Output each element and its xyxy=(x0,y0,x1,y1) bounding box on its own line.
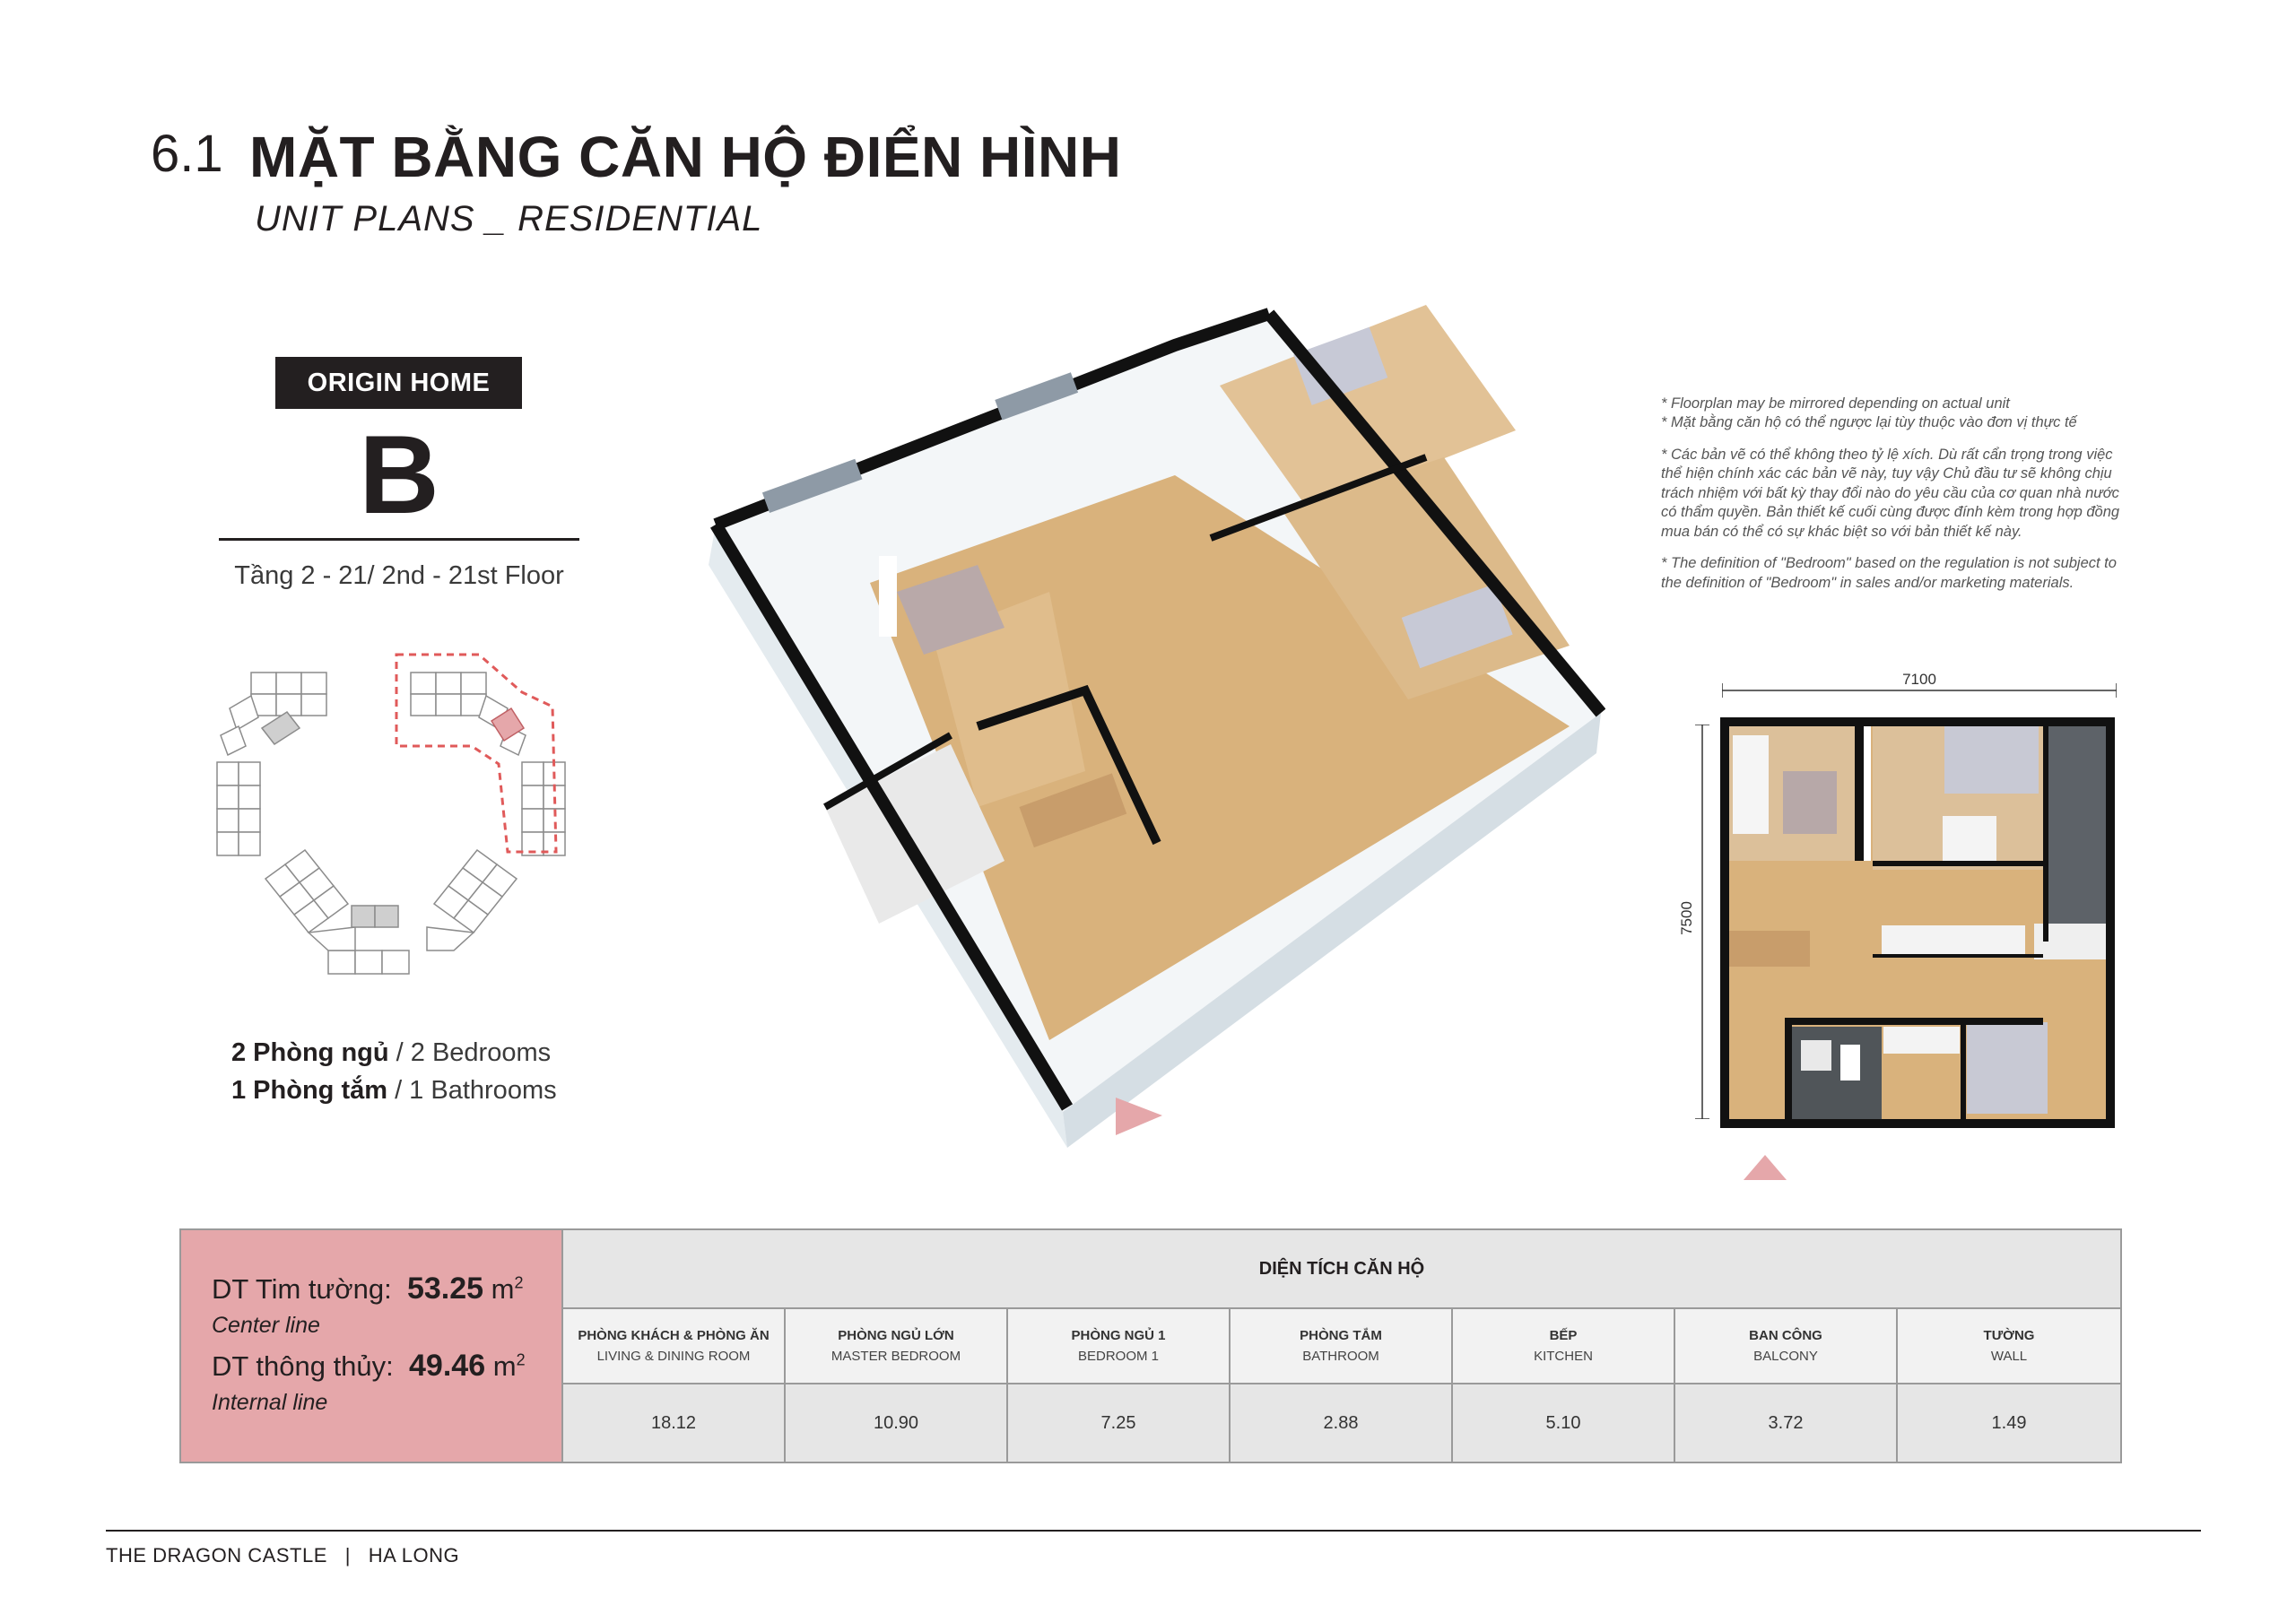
area-column-header xyxy=(1008,1309,1229,1384)
plan-width-dimension xyxy=(1722,671,2117,707)
area-column-header xyxy=(786,1309,1006,1384)
internal-line-label: DT thông thủy: xyxy=(212,1350,394,1382)
center-line-area xyxy=(212,1271,524,1306)
center-line-value: 53.25 xyxy=(406,1271,484,1306)
column-value: 1.49 xyxy=(1898,1384,2120,1462)
column-label-vi: PHÒNG NGỦ 1 xyxy=(1071,1328,1166,1343)
note-scale: * Các bản vẽ có thể không theo tỷ lệ xích. Dù rất cẩn trọng trong việc thể hiện chính xác các bản vẽ này, tuy vậy Chủ đầu tư sẽ không chịu trách nhiệm với bất kỳ thay đổi nào do yêu cầu của cơ quan nhà nước có thẩm quyền. Bản thiết kế cuối cùng được đính kèm trong hợp đồng mua bán có thể có sự khác biệt so với bản thiết kế này. xyxy=(1661,446,2120,540)
footer-location: HA LONG xyxy=(368,1544,460,1567)
area-column-header xyxy=(1898,1309,2120,1384)
bedrooms-vi: 2 Phòng ngủ xyxy=(231,1038,389,1067)
column-label-en: BALCONY xyxy=(1753,1349,1818,1364)
column-value: 2.88 xyxy=(1231,1384,1451,1462)
internal-line-value: 49.46 xyxy=(409,1349,486,1383)
internal-line-sub: Internal line xyxy=(212,1390,328,1415)
center-line-unit-sup: 2 xyxy=(514,1273,524,1292)
unit-letter: B xyxy=(359,413,439,537)
area-column xyxy=(1231,1309,1453,1462)
footer-divider xyxy=(106,1530,2201,1532)
center-line-sub: Center line xyxy=(212,1313,320,1338)
entrance-arrow-icon-plan xyxy=(1740,1151,1790,1184)
area-column xyxy=(563,1309,786,1462)
area-column-header xyxy=(1453,1309,1674,1384)
area-column-header xyxy=(563,1309,784,1384)
column-value: 5.10 xyxy=(1453,1384,1674,1462)
disclaimer-notes xyxy=(1661,395,2136,605)
bathrooms-vi: 1 Phòng tắm xyxy=(231,1076,388,1105)
bathrooms-line xyxy=(231,1076,557,1106)
note-mirrored: * Floorplan may be mirrored depending on actual unit * Mặt bằng căn hộ có thể ngược lại tùy thuộc vào đơn vị thực tế xyxy=(1661,395,2077,431)
footer-project: THE DRAGON CASTLE xyxy=(106,1544,327,1567)
column-label-en: MASTER BEDROOM xyxy=(831,1349,961,1364)
column-label-en: LIVING & DINING ROOM xyxy=(596,1349,751,1364)
area-column xyxy=(1898,1309,2120,1462)
column-label-vi: BAN CÔNG xyxy=(1749,1328,1822,1343)
note-bedroom-definition: * The definition of "Bedroom" based on the regulation is not subject to the definition of "Bedroom" in sales and/or marketing materials. xyxy=(1661,555,2117,591)
center-line-label: DT Tim tường: xyxy=(212,1273,392,1305)
column-value: 3.72 xyxy=(1675,1384,1896,1462)
width-dim-text: 7100 xyxy=(1902,671,1936,688)
floor-range: Tầng 2 - 21/ 2nd - 21st Floor xyxy=(234,561,564,590)
bedrooms-en: / 2 Bedrooms xyxy=(388,1038,552,1067)
column-label-vi: PHÒNG TẮM xyxy=(1300,1328,1382,1343)
area-column xyxy=(786,1309,1008,1462)
page-title: MẶT BẰNG CĂN HỘ ĐIỂN HÌNH xyxy=(249,125,1122,189)
height-dim-text: 7500 xyxy=(1677,901,1695,935)
area-column-header xyxy=(1675,1309,1896,1384)
unit-3d-render xyxy=(709,305,1605,1148)
origin-home-badge: ORIGIN HOME xyxy=(275,357,522,409)
center-line-unit: m xyxy=(491,1273,515,1305)
bedrooms-line xyxy=(231,1038,551,1068)
section-number: 6.1 xyxy=(151,125,223,183)
column-label-en: KITCHEN xyxy=(1534,1349,1593,1364)
area-column xyxy=(1675,1309,1898,1462)
column-label-en: BATHROOM xyxy=(1302,1349,1379,1364)
column-value: 7.25 xyxy=(1008,1384,1229,1462)
entrance-arrow-icon xyxy=(1112,1094,1166,1139)
area-table xyxy=(179,1228,2122,1463)
column-label-en: BEDROOM 1 xyxy=(1077,1349,1159,1364)
column-label-vi: PHÒNG NGỦ LỚN xyxy=(838,1328,954,1343)
column-value: 18.12 xyxy=(563,1384,784,1462)
column-label-en: WALL xyxy=(1990,1349,2028,1364)
internal-line-unit-sup: 2 xyxy=(516,1350,526,1369)
bathrooms-en: / 1 Bathrooms xyxy=(387,1076,557,1105)
plan-height-dimension xyxy=(1677,725,1718,1119)
column-value: 10.90 xyxy=(786,1384,1006,1462)
internal-line-unit: m xyxy=(492,1350,517,1382)
column-label-vi: PHÒNG KHÁCH & PHÒNG ĂN xyxy=(578,1328,770,1343)
page-subtitle: UNIT PLANS _ RESIDENTIAL xyxy=(255,199,763,239)
column-label-vi: TƯỜNG xyxy=(1983,1328,2035,1343)
key-plan-map xyxy=(212,646,606,1004)
area-column-header xyxy=(1231,1309,1451,1384)
area-table-title: DIỆN TÍCH CĂN HỘ xyxy=(563,1230,2120,1309)
area-column xyxy=(1008,1309,1231,1462)
unit-divider xyxy=(219,538,579,541)
internal-line-area xyxy=(212,1349,526,1384)
floor-plan-2d xyxy=(1720,717,2115,1128)
footer-separator: | xyxy=(344,1544,351,1567)
column-label-vi: BẾP xyxy=(1549,1328,1578,1343)
footer xyxy=(106,1544,459,1567)
area-column xyxy=(1453,1309,1675,1462)
area-summary-cell xyxy=(181,1230,563,1462)
